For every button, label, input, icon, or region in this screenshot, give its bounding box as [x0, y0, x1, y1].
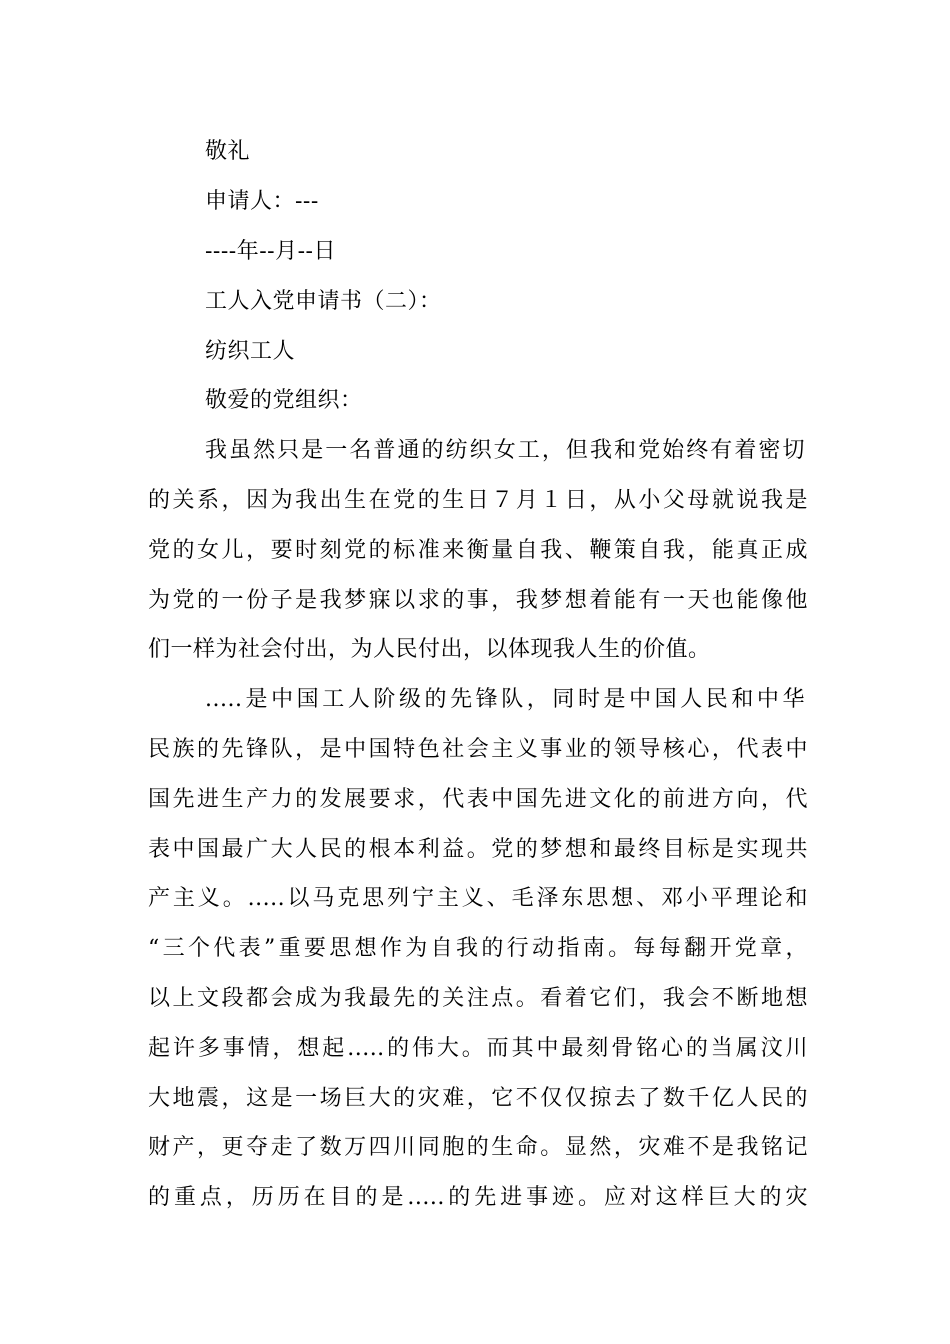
paragraph1-line: 我虽然只是一名普通的纺织女工，但我和党始终有着密切 [205, 438, 805, 463]
paragraph1-line: 的关系，因为我出生在党的生日７月１日，从小父母就说我是 [148, 488, 808, 513]
paragraph1-line: 们一样为社会付出，为人民付出，以体现我人生的价值。 [148, 637, 711, 662]
paragraph2-line: 起许多事情，想起.....的伟大。而其中最刻骨铭心的当属汶川 [148, 1036, 808, 1061]
paragraph2-line: .....是中国工人阶级的先锋队，同时是中国人民和中华 [205, 687, 805, 712]
paragraph2-line: 国先进生产力的发展要求，代表中国先进文化的前进方向，代 [148, 787, 808, 812]
paragraph2-line: “三个代表”重要思想作为自我的行动指南。每每翻开党章， [148, 936, 808, 961]
closing-text: 敬礼 [205, 139, 251, 164]
paragraph1-line: 党的女儿，要时刻党的标准来衡量自我、鞭策自我，能真正成 [148, 538, 808, 563]
paragraph2-line: 表中国最广大人民的根本利益。党的梦想和最终目标是实现共 [148, 837, 808, 862]
section-heading: 工人入党申请书（二）： [205, 289, 442, 314]
date-line: ----年--月--日 [205, 239, 336, 264]
salutation-line: 敬爱的党组织： [205, 388, 363, 413]
role-line: 纺织工人 [205, 339, 296, 364]
paragraph2-line: 财产，更夺走了数万四川同胞的生命。显然，灾难不是我铭记 [148, 1135, 808, 1160]
paragraph2-line: 以上文段都会成为我最先的关注点。看着它们，我会不断地想 [148, 986, 808, 1011]
paragraph1-line: 为党的一份子是我梦寐以求的事，我梦想着能有一天也能像他 [148, 588, 808, 613]
paragraph2-line: 民族的先锋队，是中国特色社会主义事业的领导核心，代表中 [148, 737, 808, 762]
paragraph2-line: 产主义。.....以马克思列宁主义、毛泽东思想、邓小平理论和 [148, 886, 808, 911]
paragraph2-line: 的重点，历历在目的是.....的先进事迹。应对这样巨大的灾 [148, 1185, 808, 1210]
paragraph2-line: 大地震，这是一场巨大的灾难，它不仅仅掠去了数千亿人民的 [148, 1086, 808, 1111]
applicant-line: 申请人：--- [205, 189, 319, 214]
